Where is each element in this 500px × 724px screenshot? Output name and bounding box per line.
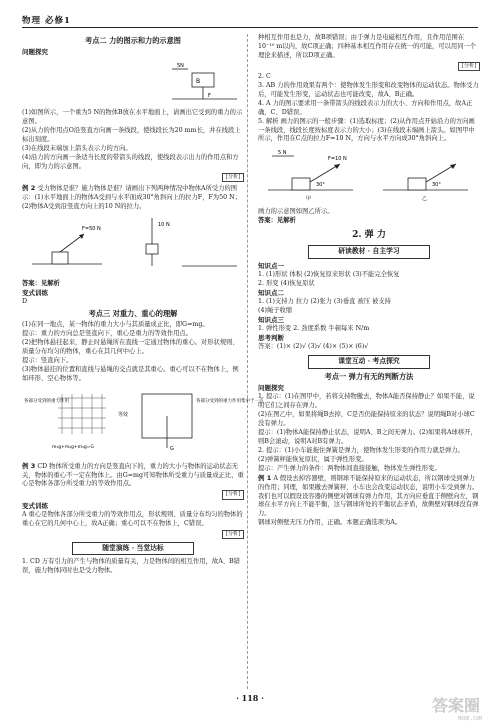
section-title: 考点二 力的图示和力的示意图 bbox=[85, 36, 181, 45]
question-1: (1)如图所示，一个重为5 N的物体B放在水平地面上，请画出它受到的重力的示意图。 bbox=[22, 109, 243, 126]
answer-cont: 种相互作用也是力，故B项错误；由于弹力是电磁相互作用，且作用范围在10⁻¹⁰ m以内，故C项正确；四种基本相互作用存在统一的可能，可以用同一个理论来描述，所以D项正确。 bbox=[258, 34, 477, 59]
diagram-pair bbox=[258, 146, 480, 202]
example-text: A 假设去掉容器壁，则钢球不能保持原来的运动状态，所以钢球受到弹力的作用；同理，如果撤去弹簧秤，小车也会改变运动状态，说明小车受到弹力。 bbox=[258, 474, 479, 491]
variant-label-2: 变式训练 bbox=[22, 501, 48, 510]
example-text: CD 物体所受重力的方向是竖直向下的，重力的大小与物体的运动状态无关，物体的重心不一定在物体上。由G=mg可知物体所受重力与质量成正比，重心是物体各部分所受重力的等效作用点。 bbox=[22, 462, 244, 488]
chapter-title: 2. 弹 力 bbox=[352, 230, 386, 241]
example-label: 例 2 bbox=[22, 184, 36, 193]
answer-6: 画力的示意图如图乙所示。 bbox=[258, 208, 334, 216]
force-diagram bbox=[22, 214, 244, 274]
inquiry-label-2: 问题探究 bbox=[258, 383, 284, 392]
force-label: F=10 N bbox=[328, 156, 347, 163]
judge-label: 思考判断 bbox=[258, 333, 284, 342]
study-banner: 研读教材 · 自主学习 bbox=[308, 245, 430, 259]
box-weight-diagram bbox=[22, 59, 244, 103]
figure-label-parts: 各部分受到的重力作用 bbox=[24, 398, 69, 404]
answer-4: 4. A 力的图示要求用一条带箭头的线段表示力的大小、方向和作用点，故A正确，C、D错误。 bbox=[258, 99, 473, 116]
example-2 bbox=[22, 184, 244, 212]
weight-symbol: G bbox=[170, 445, 174, 452]
variant-answer-2: A 重心是物体各部分所受重力的等效作用点，形状规则、质量分布均匀的物体的重心在它的几何中心上，故A正确；重心可以不在物体上，C错误。 bbox=[22, 510, 243, 527]
q-gravity-2: 提示：重力的方向总是竖直向下，重心是重力的等效作用点。 bbox=[22, 330, 193, 338]
scale-label: 5N bbox=[177, 63, 184, 70]
q-gravity-1: (1)在同一地点，某一物体的重力大小与其质量成正比，即G=mg。 bbox=[22, 321, 209, 329]
answer-2: 2. C bbox=[258, 72, 271, 80]
scale-label: 5 N bbox=[278, 150, 287, 157]
answer: 答案：见解析 bbox=[22, 279, 60, 287]
inquiry-label: 问题探究 bbox=[22, 48, 48, 57]
q-gravity-3: (2)把物体悬挂起来，静止时悬绳所在直线一定通过物体的重心。对形状规则、质量分布均匀的物体，重心在其几何中心上。 bbox=[22, 338, 239, 355]
gravity-formula: m₁g+m₂g+m₃g=G bbox=[52, 444, 94, 450]
question-3: (3)在线段末端加上箭头表示力的方向。 bbox=[22, 145, 132, 153]
caption-jia: 甲 bbox=[306, 196, 312, 203]
note-tag: [分析] bbox=[222, 530, 244, 539]
page-number: · 118 · bbox=[236, 693, 264, 703]
example-text: 受力物体是谁？施力物体是谁？请画出下列两种情况中物体A所受力的图示：(1)水平地面上的物体A受到与水平面成30°角斜向上的拉力F，F为50 N；(2)物体A受到沿竖直方向上的10 N的拉力。 bbox=[22, 185, 241, 210]
example-1 bbox=[258, 474, 480, 493]
right-column bbox=[258, 34, 480, 528]
watermark-logo: 答案圈 bbox=[431, 696, 480, 715]
angle-label: 30° bbox=[316, 182, 325, 189]
figure-label-concentrated: 各部分受到的重力作用集中于一点 bbox=[196, 398, 264, 404]
center-of-gravity-figure bbox=[22, 386, 264, 460]
elastic-q3: 提示：(1)物体A能保持静止状态，说明A、B之间无弹力。(2)如果将A球移开，则B会滚动，说明A对B有弹力。 bbox=[258, 428, 477, 445]
watermark-url: MXQE.COM bbox=[457, 716, 482, 722]
caption-yi: 乙 bbox=[422, 196, 428, 203]
kp-3: 1. (1)支持力 拉力 (2)张力 (3)垂直 被压 被支持 bbox=[258, 297, 391, 305]
section-title-3: 考点一 弹力有无的判断方法 bbox=[324, 371, 414, 381]
example-1-cont: 我们也可以假设设容器的侧壁对钢球有弹力作用，其方向应垂直于侧壁向左，钢球在水平方向上不能平衡，这与钢球所处的平衡状态矛盾，故侧壁对钢球没有弹力。 bbox=[258, 492, 479, 518]
force-label-10n: 10 N bbox=[158, 221, 170, 228]
example-label: 例 3 bbox=[22, 461, 36, 470]
section-title-2: 考点三 对重力、重心的理解 bbox=[88, 308, 178, 318]
practice-banner: 随堂演练 · 当堂达标 bbox=[72, 542, 194, 556]
kp-label-2: 知识点二 bbox=[258, 288, 284, 297]
kp-5: 1. 弹性形变 2. 劲度系数 牛顿每米 N/m bbox=[258, 325, 370, 333]
column-divider bbox=[247, 34, 248, 689]
answer-6-final: 答案：见解析 bbox=[258, 217, 296, 225]
page-header: 物理 必修1 bbox=[22, 16, 71, 26]
note-tag: [分析] bbox=[222, 173, 244, 182]
force-label: F bbox=[208, 93, 211, 100]
answer-5: 5. 解析 画力的图示的一般步骤：(1)选取标度；(2)从作用点开始沿力的方向画一条线段，线段长度按标度表示力的大小；(3)在线段末端画上箭头。如图甲中所示，作用在C点的拉力F=10 N，方向与水平方向成30°角斜向上。 bbox=[258, 117, 475, 143]
note-tag: [分析] bbox=[458, 62, 480, 71]
question-4: (4)沿力的方向画一条适当长度的带箭头的线段，使线段表示出力的作用点和方向，即为力的示意图。 bbox=[22, 154, 239, 170]
force-diagram-jia-yi bbox=[258, 146, 480, 206]
figure-forces bbox=[22, 214, 244, 278]
left-column bbox=[22, 34, 264, 576]
force-label-50n: F=50 N bbox=[82, 225, 101, 232]
kp-1: 1. (1)形状 体积 (2)恢复原来形状 (3)不能完全恢复 bbox=[258, 270, 400, 278]
elastic-q4: 2. 提示：(1)小车能拖住弹簧是弹力，使物体发生形变的作用力就是弹力。 bbox=[258, 446, 464, 454]
example-1-end: 钢球对侧壁无压力作用，正确。本题正确选项为A。 bbox=[258, 519, 402, 527]
answer-3: 3. AB 力的作用效果有两个：使物体发生形变和改变物体的运动状态。物体受力后，可能发生形变，运动状态也可能改变，故A、B正确。 bbox=[258, 81, 479, 98]
figure-box-b bbox=[22, 59, 244, 107]
classroom-banner: 课堂互动 · 考点探究 bbox=[308, 355, 430, 369]
elastic-q1: 1. 提示：(1)在图甲中，若将支持物撤去，物体A能否保持静止？如果不能，说明它们之间存在弹力。 bbox=[258, 393, 475, 410]
note-tag: [分析] bbox=[222, 490, 244, 499]
kp-2: 2. 形变 (4)恢复原状 bbox=[258, 279, 315, 287]
header-rule bbox=[22, 27, 478, 28]
angle-label-2: 30° bbox=[432, 182, 441, 189]
question-2: (2)从力的作用点O沿竖直方向画一条线段，使线段长为20 mm长，并在线段上标出刻度。 bbox=[22, 127, 241, 144]
kp-4: (4)绳子收缩 bbox=[258, 306, 293, 314]
gravity-diagram bbox=[22, 386, 264, 456]
kp-label: 知识点一 bbox=[258, 261, 284, 270]
kp-label-3: 知识点三 bbox=[258, 315, 284, 324]
drill-1: 1. CD 万有引力的产生与物体的质量有关，力是物体间的相互作用，故A、B错误，施力物体同时也是受力物体。 bbox=[22, 558, 240, 575]
q-gravity-4: 提示：竖直向下。 bbox=[22, 356, 73, 364]
variant-answer: D bbox=[22, 297, 28, 305]
q-gravity-5: (3)物体悬挂的位置和直线与悬绳的交点就是其重心。重心可以不在物体上，例如环形、空心物体等。 bbox=[22, 365, 239, 382]
variant-label: 变式训练 bbox=[22, 288, 48, 297]
equivalence-label: 等效 bbox=[118, 411, 129, 418]
elastic-q5: (2)弹簧秤能恢复原状，属于弹性形变。 bbox=[258, 455, 368, 463]
example-3 bbox=[22, 462, 244, 490]
elastic-q2: (2)在图乙中，如果将绳B去掉，C是否仍能保持原来的状态？说明绳B对小球C没有弹力。 bbox=[258, 411, 475, 428]
elastic-q6: 提示：产生弹力的条件：两物体间直接接触，物体发生弹性形变。 bbox=[258, 464, 441, 472]
box-label: B bbox=[196, 78, 201, 86]
example-label: 例 1 bbox=[258, 473, 272, 482]
judge-answers: 答案：(1)× (2)√ (3)√ (4)× (5)× (6)√ bbox=[258, 343, 369, 351]
